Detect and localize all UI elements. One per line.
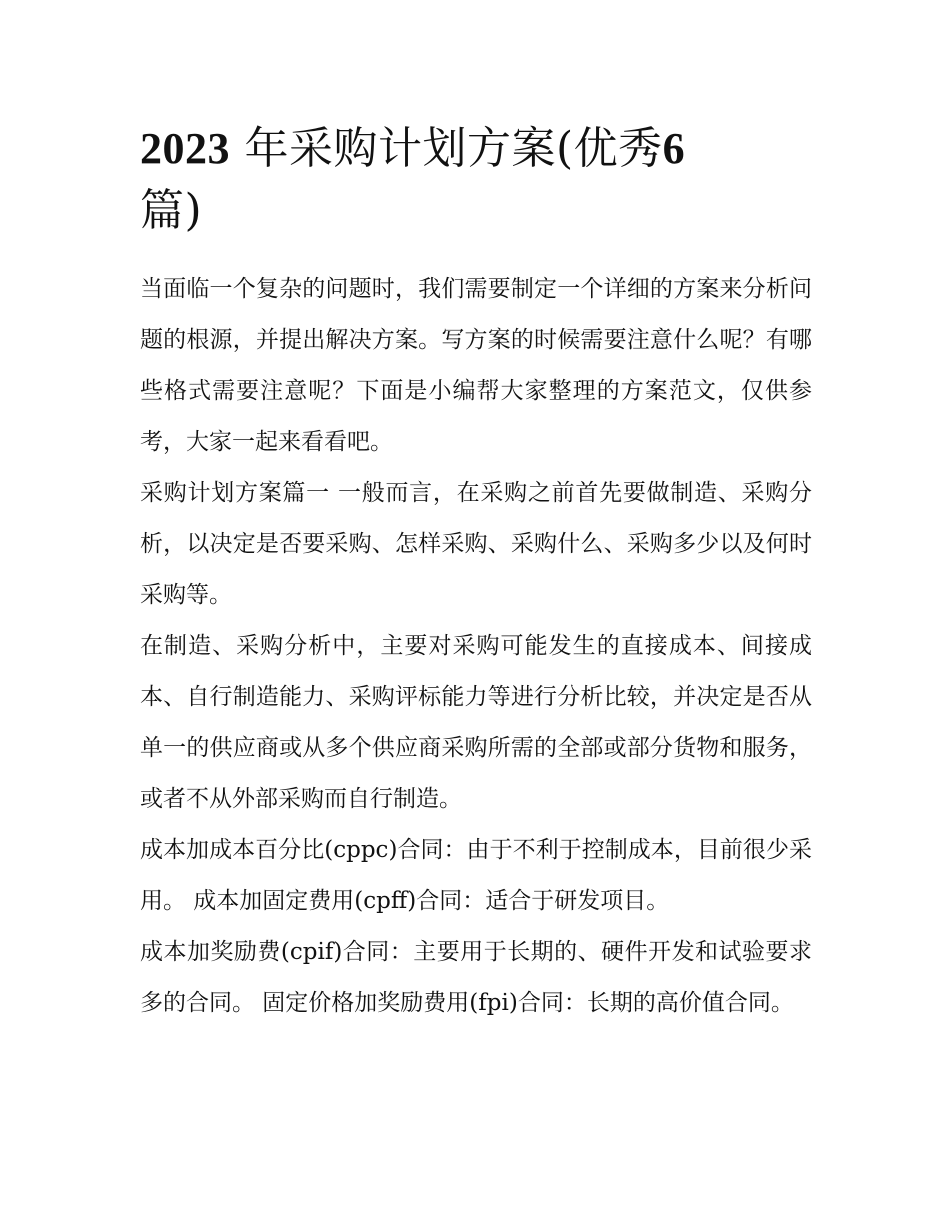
title-text: 年采购计划方案(优秀 [244, 123, 663, 174]
paragraph-cppc: 成本加成本百分比(cppc)合同：由于不利于控制成本，目前很少采用。 成本加固定费用(cpff)合同：适合于研发项目。 [140, 837, 812, 914]
title-count: 6 [662, 124, 686, 173]
document-body [140, 264, 812, 1029]
title-year: 2023 [140, 124, 230, 173]
document-title [140, 118, 812, 242]
paragraph-analysis: 在制造、采购分析中，主要对采购可能发生的直接成本、间接成本、自行制造能力、采购评标能力等进行分析比较，并决定是否从单一的供应商或从多个供应商采购所需的全部或部分货物和服务，或者不从外部采购而自行制造。 [140, 633, 812, 812]
title-tail: 篇) [140, 185, 203, 236]
paragraph-intro: 当面临一个复杂的问题时，我们需要制定一个详细的方案来分析问题的根源，并提出解决方案。写方案的时候需要注意什么呢？有哪些格式需要注意呢？下面是小编帮大家整理的方案范文，仅供参考，大家一起来看看吧。 [140, 276, 812, 455]
paragraph-plan-one: 采购计划方案篇一 一般而言，在采购之前首先要做制造、采购分析，以决定是否要采购、怎样采购、采购什么、采购多少以及何时采购等。 [140, 480, 812, 608]
document-page [140, 0, 812, 1029]
paragraph-cpif: 成本加奖励费(cpif)合同：主要用于长期的、硬件开发和试验要求多的合同。 固定价格加奖励费用(fpi)合同：长期的高价值合同。 [140, 939, 812, 1016]
